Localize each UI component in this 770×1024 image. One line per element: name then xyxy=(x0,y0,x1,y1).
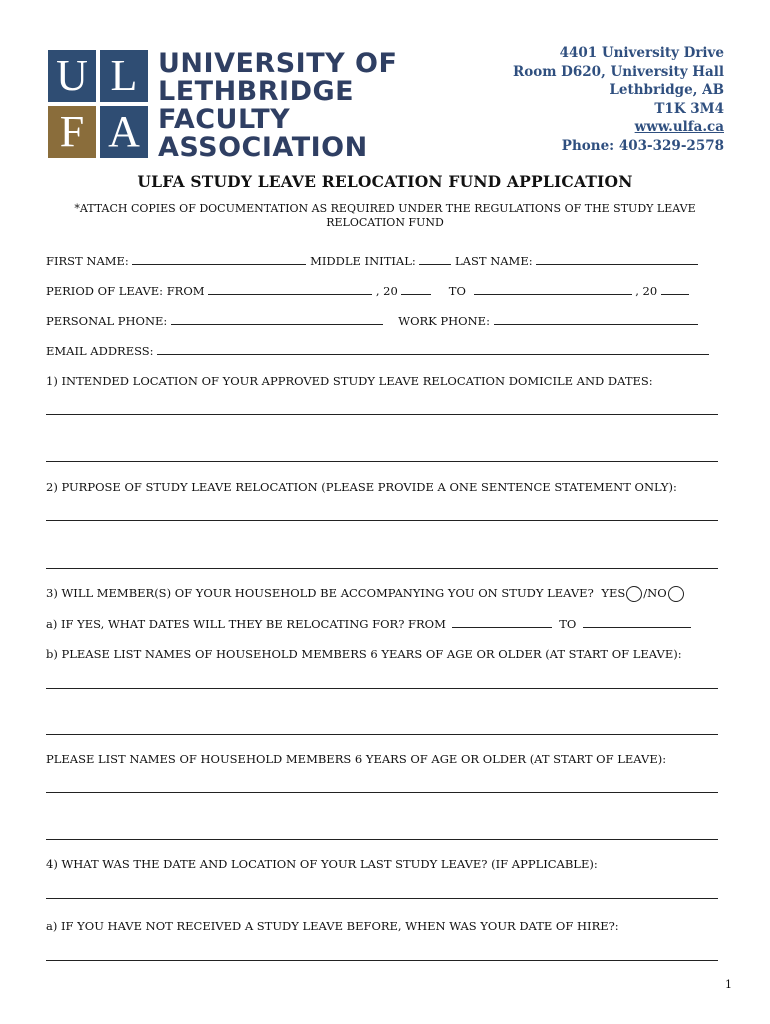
question-3a: a) IF YES, WHAT DATES WILL THEY BE RELOCATING FOR? FROM xyxy=(46,617,446,631)
question-1: 1) INTENDED LOCATION OF YOUR APPROVED STUDY LEAVE RELOCATION DOMICILE AND DATES: xyxy=(46,374,653,388)
period-from-year-field[interactable] xyxy=(401,283,431,295)
q4-answer-line[interactable] xyxy=(46,898,718,899)
address-postal: T1K 3M4 xyxy=(654,100,724,117)
no-label: /NO xyxy=(643,586,667,600)
work-phone-field[interactable] xyxy=(494,313,698,325)
period-to-label: TO xyxy=(448,284,466,298)
period-to-year-label: , 20 xyxy=(635,284,658,298)
middle-initial-label: MIDDLE INITIAL: xyxy=(310,254,416,268)
q2-answer-line-2[interactable] xyxy=(46,568,718,569)
personal-phone-field[interactable] xyxy=(171,313,383,325)
work-phone-label: WORK PHONE: xyxy=(398,314,490,328)
personal-phone-label: PERSONAL PHONE: xyxy=(46,314,168,328)
logo-line-1: UNIVERSITY OF xyxy=(158,48,398,79)
email-label: EMAIL ADDRESS: xyxy=(46,344,154,358)
logo-tile-u: U xyxy=(48,50,96,102)
logo-line-3: FACULTY xyxy=(158,104,291,135)
first-name-field[interactable] xyxy=(132,253,306,265)
relocation-to-field[interactable] xyxy=(583,616,691,628)
q3c-answer-line-1[interactable] xyxy=(46,792,718,793)
phone-row xyxy=(46,313,720,328)
q3b-answer-line-1[interactable] xyxy=(46,688,718,689)
email-row xyxy=(46,343,720,358)
question-2: 2) PURPOSE OF STUDY LEAVE RELOCATION (PLEASE PROVIDE A ONE SENTENCE STATEMENT ONLY): xyxy=(46,480,677,494)
question-4: 4) WHAT WAS THE DATE AND LOCATION OF YOUR LAST STUDY LEAVE? (IF APPLICABLE): xyxy=(46,857,598,871)
period-from-year-label: , 20 xyxy=(375,284,398,298)
middle-initial-field[interactable] xyxy=(419,253,451,265)
question-3b: b) PLEASE LIST NAMES OF HOUSEHOLD MEMBERS 6 YEARS OF AGE OR OLDER (AT START OF LEAVE): xyxy=(46,647,682,661)
page-number: 1 xyxy=(725,978,732,991)
question-4a: a) IF YOU HAVE NOT RECEIVED A STUDY LEAVE BEFORE, WHEN WAS YOUR DATE OF HIRE?: xyxy=(46,919,619,933)
period-from-label: PERIOD OF LEAVE: FROM xyxy=(46,284,205,298)
first-name-label: FIRST NAME: xyxy=(46,254,129,268)
address-line-3: Lethbridge, AB xyxy=(609,82,724,98)
email-field[interactable] xyxy=(157,343,709,355)
question-3c: PLEASE LIST NAMES OF HOUSEHOLD MEMBERS 6 YEARS OF AGE OR OLDER (AT START OF LEAVE): xyxy=(46,752,667,766)
q1-answer-line-2[interactable] xyxy=(46,461,718,462)
q1-answer-line-1[interactable] xyxy=(46,414,718,415)
period-to-year-field[interactable] xyxy=(661,283,689,295)
phone-number: Phone: 403-329-2578 xyxy=(561,137,724,154)
relocation-to-label: TO xyxy=(559,617,577,631)
question-3: 3) WILL MEMBER(S) OF YOUR HOUSEHOLD BE ACCOMPANYING YOU ON STUDY LEAVE? xyxy=(46,586,594,600)
q2-answer-line-1[interactable] xyxy=(46,520,718,521)
logo-tile-l: L xyxy=(100,50,148,102)
q3c-answer-line-2[interactable] xyxy=(46,839,718,840)
address-block xyxy=(513,44,724,155)
logo-tile-f: F xyxy=(48,106,96,158)
logo-tile-a: A xyxy=(100,106,148,158)
yes-label: YES xyxy=(601,586,626,600)
website-link[interactable]: www.ulfa.ca xyxy=(634,119,724,135)
address-line-1: 4401 University Drive xyxy=(559,45,724,61)
question-3a-row xyxy=(46,616,720,631)
q3b-answer-line-2[interactable] xyxy=(46,734,718,735)
yes-radio[interactable] xyxy=(626,586,642,602)
period-to-field[interactable] xyxy=(474,283,632,295)
period-row xyxy=(46,283,720,298)
logo-line-2: LETHBRIDGE xyxy=(158,76,355,107)
no-radio[interactable] xyxy=(668,586,684,602)
documentation-note: *ATTACH COPIES OF DOCUMENTATION AS REQUIRED UNDER THE REGULATIONS OF THE STUDY LEAVE RELOCATION FUND xyxy=(74,202,696,229)
q4a-answer-line[interactable] xyxy=(46,960,718,961)
name-row xyxy=(46,253,720,268)
question-3-row xyxy=(46,586,720,602)
last-name-label: LAST NAME: xyxy=(455,254,533,268)
logo-line-4: ASSOCIATION xyxy=(158,132,368,163)
last-name-field[interactable] xyxy=(536,253,698,265)
period-from-field[interactable] xyxy=(208,283,372,295)
address-line-2: Room D620, University Hall xyxy=(512,63,724,80)
form-title: ULFA STUDY LEAVE RELOCATION FUND APPLICATION xyxy=(137,172,633,191)
relocation-from-field[interactable] xyxy=(452,616,552,628)
